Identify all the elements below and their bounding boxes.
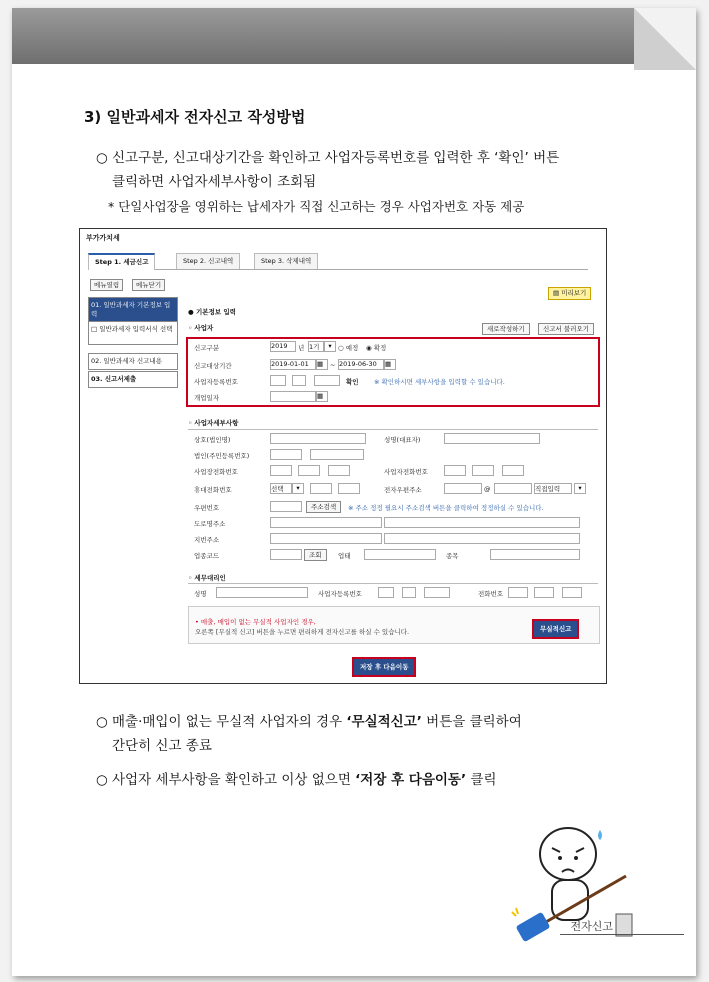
biz-phone-3[interactable] xyxy=(328,465,350,476)
road-address-2[interactable] xyxy=(384,517,580,528)
chevron-down-icon[interactable]: ▾ xyxy=(292,483,304,494)
business-section-label: 사업자 xyxy=(194,324,214,332)
detail-section-label: 사업자세부사항 xyxy=(194,419,239,427)
label-industry-item: 종목 xyxy=(446,552,459,560)
business-section-title: ◦ 사업자 xyxy=(188,324,214,332)
bullet-2-line2: 간단히 신고 종료 xyxy=(112,738,212,754)
industry-type-field[interactable] xyxy=(364,549,436,560)
radio-final-label: 확정 xyxy=(373,344,387,352)
confirm-button[interactable]: 확인 xyxy=(346,378,359,386)
period-tilde: ~ xyxy=(330,361,336,369)
hometax-screenshot xyxy=(79,228,607,684)
year-field[interactable] xyxy=(270,341,296,352)
industry-item-field[interactable] xyxy=(490,549,580,560)
load-report-button[interactable]: 신고서 불러오기 xyxy=(538,323,594,335)
label-lot-address: 지번주소 xyxy=(194,536,220,544)
email-select-value: 직접입력 xyxy=(535,485,561,493)
zip-field[interactable] xyxy=(270,501,302,512)
term-select[interactable] xyxy=(308,341,324,352)
agent-section-label: 세무대리인 xyxy=(194,574,226,582)
lot-address-1[interactable] xyxy=(270,533,382,544)
footer-text: 전자신고 xyxy=(570,920,613,933)
agent-biz-no-3[interactable] xyxy=(424,587,450,598)
detail-section-title: ◦ 사업자세부사항 xyxy=(188,419,239,427)
mobile-select[interactable] xyxy=(270,483,292,494)
owner-phone-1[interactable] xyxy=(444,465,466,476)
biz-no-field-1[interactable] xyxy=(270,375,286,386)
app-title: 부가가치세 xyxy=(86,234,120,242)
new-write-button[interactable]: 새로작성하기 xyxy=(482,323,530,335)
bullet-2-text: 매출·매입이 없는 무실적 사업자의 경우 xyxy=(112,714,347,730)
agent-section-title: ◦ 세무대리인 xyxy=(188,574,226,582)
nil-info-line1: • 매출, 매입이 없는 무실적 사업자인 경우, xyxy=(195,618,316,626)
page-curl-decoration xyxy=(634,8,696,70)
bullet-3-text-end: 클릭 xyxy=(466,772,497,788)
year-unit: 년 xyxy=(298,344,305,352)
biz-no-field-2[interactable] xyxy=(292,375,306,386)
calendar-icon[interactable]: ▦ xyxy=(316,391,328,402)
bullet-marker: ○ xyxy=(96,714,108,730)
at-sign: @ xyxy=(484,485,491,493)
bullet-2-text-end: 버튼을 클릭하여 xyxy=(421,714,522,730)
chevron-down-icon[interactable]: ▾ xyxy=(574,483,586,494)
label-owner-phone: 사업자전화번호 xyxy=(384,468,428,476)
tab-step2[interactable]: Step 2. 신고내역 xyxy=(176,253,240,269)
mobile-select-value: 선택 xyxy=(271,485,284,493)
label-industry-code: 업종코드 xyxy=(194,552,220,560)
label-agent-name: 성명 xyxy=(194,590,207,598)
bullet-2-bold: ‘무실적신고’ xyxy=(346,714,422,730)
calendar-icon[interactable]: ▦ xyxy=(384,359,396,370)
owner-phone-2[interactable] xyxy=(472,465,494,476)
agent-phone-3[interactable] xyxy=(562,587,582,598)
label-industry-type: 업태 xyxy=(338,552,351,560)
owner-phone-3[interactable] xyxy=(502,465,524,476)
bullet-1-line2: 클릭하면 사업자세부사항이 조회됨 xyxy=(112,174,317,190)
label-road-address: 도로명주소 xyxy=(194,520,226,528)
agent-phone-1[interactable] xyxy=(508,587,528,598)
tab-step1[interactable]: Step 1. 세금신고 xyxy=(88,253,155,270)
label-agent-biz-no: 사업자등록번호 xyxy=(318,590,362,598)
biz-hint-text: ※ 확인하시면 세부사항을 입력할 수 있습니다. xyxy=(374,378,505,386)
label-biz-no: 사업자등록번호 xyxy=(194,378,238,386)
highlight-box-basic xyxy=(186,337,600,407)
term-value: 1기 xyxy=(309,343,320,351)
email-domain-field[interactable] xyxy=(494,483,532,494)
year-value: 2019 xyxy=(271,342,288,350)
left-menu-basic-info[interactable]: 01. 일반과세자 기본정보 입력 xyxy=(88,297,178,323)
label-open-date: 개업일자 xyxy=(194,394,220,402)
mobile-3[interactable] xyxy=(338,483,360,494)
mobile-2[interactable] xyxy=(310,483,332,494)
biz-phone-1[interactable] xyxy=(270,465,292,476)
bullet-marker: ○ xyxy=(96,772,108,788)
label-report-period: 신고대상기간 xyxy=(194,362,232,370)
bullet-3 xyxy=(96,768,496,792)
menu-open-button[interactable]: 메뉴열림 xyxy=(90,279,123,291)
label-ceo: 성명(대표자) xyxy=(384,436,421,444)
label-zip: 우편번호 xyxy=(194,504,220,512)
corp-no-field-1[interactable] xyxy=(270,449,302,460)
period-to-field[interactable] xyxy=(338,359,384,370)
save-next-button[interactable]: 저장 후 다음이동 xyxy=(352,657,416,677)
agent-biz-no-1[interactable] xyxy=(378,587,394,598)
bullet-marker: ○ xyxy=(96,150,108,166)
zip-hint-text: ※ 주소 정정 필요시 주소검색 버튼을 클릭하여 정정하실 수 있습니다. xyxy=(348,504,544,512)
menu-close-button[interactable]: 메뉴닫기 xyxy=(132,279,165,291)
label-company: 상호(법인명) xyxy=(194,436,231,444)
open-date-field[interactable] xyxy=(270,391,316,402)
label-email: 전자우편주소 xyxy=(384,486,422,494)
divider xyxy=(188,429,598,430)
radio-regular[interactable]: ○ 예정 xyxy=(338,344,359,352)
note-text: * 단일사업장을 영위하는 납세자가 직접 신고하는 경우 사업자번호 자동 제공 xyxy=(108,199,525,214)
period-from-value: 2019-01-01 xyxy=(271,360,309,368)
label-agent-phone: 전화번호 xyxy=(478,590,504,598)
preview-label: 미리보기 xyxy=(561,289,587,297)
company-field[interactable] xyxy=(270,433,366,444)
section-heading: 3) 일반과세자 전자신고 작성방법 xyxy=(84,108,306,126)
email-select[interactable] xyxy=(534,483,572,494)
period-from-field[interactable] xyxy=(270,359,316,370)
agent-name-field[interactable] xyxy=(216,587,308,598)
nil-report-button[interactable]: 무실적신고 xyxy=(532,619,579,639)
calendar-icon[interactable]: ▦ xyxy=(316,359,328,370)
page-header-bar xyxy=(12,8,696,64)
ceo-field[interactable] xyxy=(444,433,540,444)
preview-button[interactable]: ▤ 미리보기 xyxy=(548,287,591,300)
biz-no-field-3[interactable] xyxy=(314,375,340,386)
bullet-2 xyxy=(96,710,522,758)
left-menu-report-content[interactable]: 02. 일반과세자 신고내용 xyxy=(88,353,178,370)
industry-lookup-button[interactable]: 조회 xyxy=(304,549,327,561)
radio-final[interactable]: ◉ 확정 xyxy=(366,344,387,352)
bullet-1 xyxy=(96,146,559,194)
footer-rule xyxy=(560,934,684,935)
label-biz-phone: 사업장전화번호 xyxy=(194,468,238,476)
step-tabs xyxy=(88,253,588,270)
period-to-value: 2019-06-30 xyxy=(339,360,377,368)
nil-info-line2: 오른쪽 [무실적 신고] 버튼을 누르면 편리하게 전자신고를 하실 수 있습니다. xyxy=(195,628,410,636)
email-id-field[interactable] xyxy=(444,483,482,494)
label-corp-no: 법인(주민등록번호) xyxy=(194,452,250,460)
label-mobile: 휴대전화번호 xyxy=(194,486,232,494)
left-menu-form-select[interactable]: □ 일반과세자 입력서식 선택 xyxy=(88,321,178,345)
chevron-down-icon[interactable]: ▾ xyxy=(324,341,336,352)
left-menu-submit[interactable]: 03. 신고서제출 xyxy=(88,371,178,388)
tab-step3[interactable]: Step 3. 삭제내역 xyxy=(254,253,318,269)
agent-phone-2[interactable] xyxy=(534,587,554,598)
agent-biz-no-2[interactable] xyxy=(402,587,416,598)
divider xyxy=(188,583,598,584)
label-report-type: 신고구분 xyxy=(194,344,220,352)
road-address-1[interactable] xyxy=(270,517,382,528)
biz-phone-2[interactable] xyxy=(298,465,320,476)
corp-no-field-2[interactable] xyxy=(310,449,364,460)
lot-address-2[interactable] xyxy=(384,533,580,544)
bullet-1-line1: 신고구분, 신고대상기간을 확인하고 사업자등록번호를 입력한 후 ‘확인’ 버튼 xyxy=(112,150,560,166)
basic-info-label: 기본정보 입력 xyxy=(195,308,236,316)
bullet-3-bold: ‘저장 후 다음이동’ xyxy=(355,772,467,788)
bullet-3-text: 사업자 세부사항을 확인하고 이상 없으면 xyxy=(112,772,356,788)
radio-regular-label: 예정 xyxy=(345,344,359,352)
zip-search-button[interactable]: 주소검색 xyxy=(306,501,341,513)
industry-code-field[interactable] xyxy=(270,549,302,560)
basic-info-title: ● 기본정보 입력 xyxy=(188,308,236,316)
